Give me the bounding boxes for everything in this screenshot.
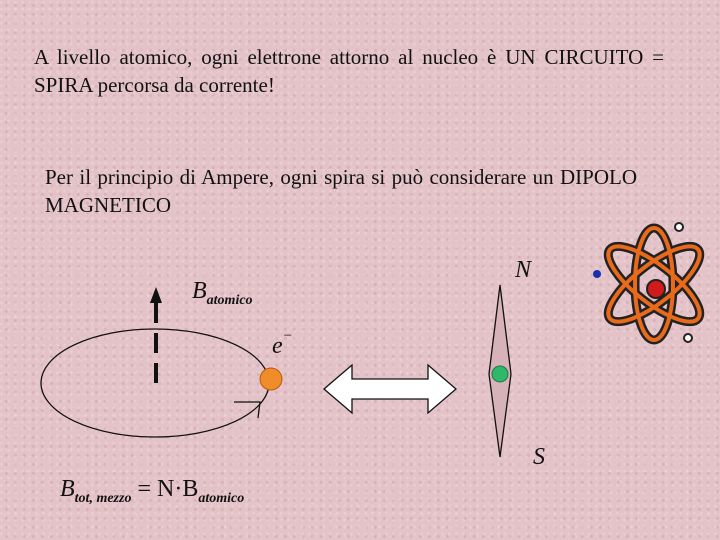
atom-icon — [588, 214, 718, 354]
needle-pivot — [492, 366, 508, 382]
field-arrow-icon — [150, 287, 162, 383]
electron-label: e− — [272, 328, 293, 359]
south-label: S — [533, 444, 545, 470]
total-field-formula: Btot, mezzo = N·Batomico — [60, 476, 245, 506]
north-label: N — [515, 257, 532, 283]
compass-needle-icon — [489, 285, 511, 457]
atom-electron — [593, 270, 601, 278]
atom-electron — [675, 223, 683, 231]
atom-nucleus — [647, 280, 665, 298]
ampere-paragraph: Per il principio di Ampere, ogni spira si può considerare un DIPOLO MAGNETICO — [45, 165, 637, 217]
double-arrow-icon — [324, 365, 456, 413]
atom-electron — [684, 334, 692, 342]
electron-dot — [260, 368, 282, 390]
intro-paragraph: A livello atomico, ogni elettrone attorno al nucleo è UN CIRCUITO = SPIRA percorsa da corrente! — [34, 45, 664, 97]
b-atomico-label: Batomico — [192, 278, 253, 308]
